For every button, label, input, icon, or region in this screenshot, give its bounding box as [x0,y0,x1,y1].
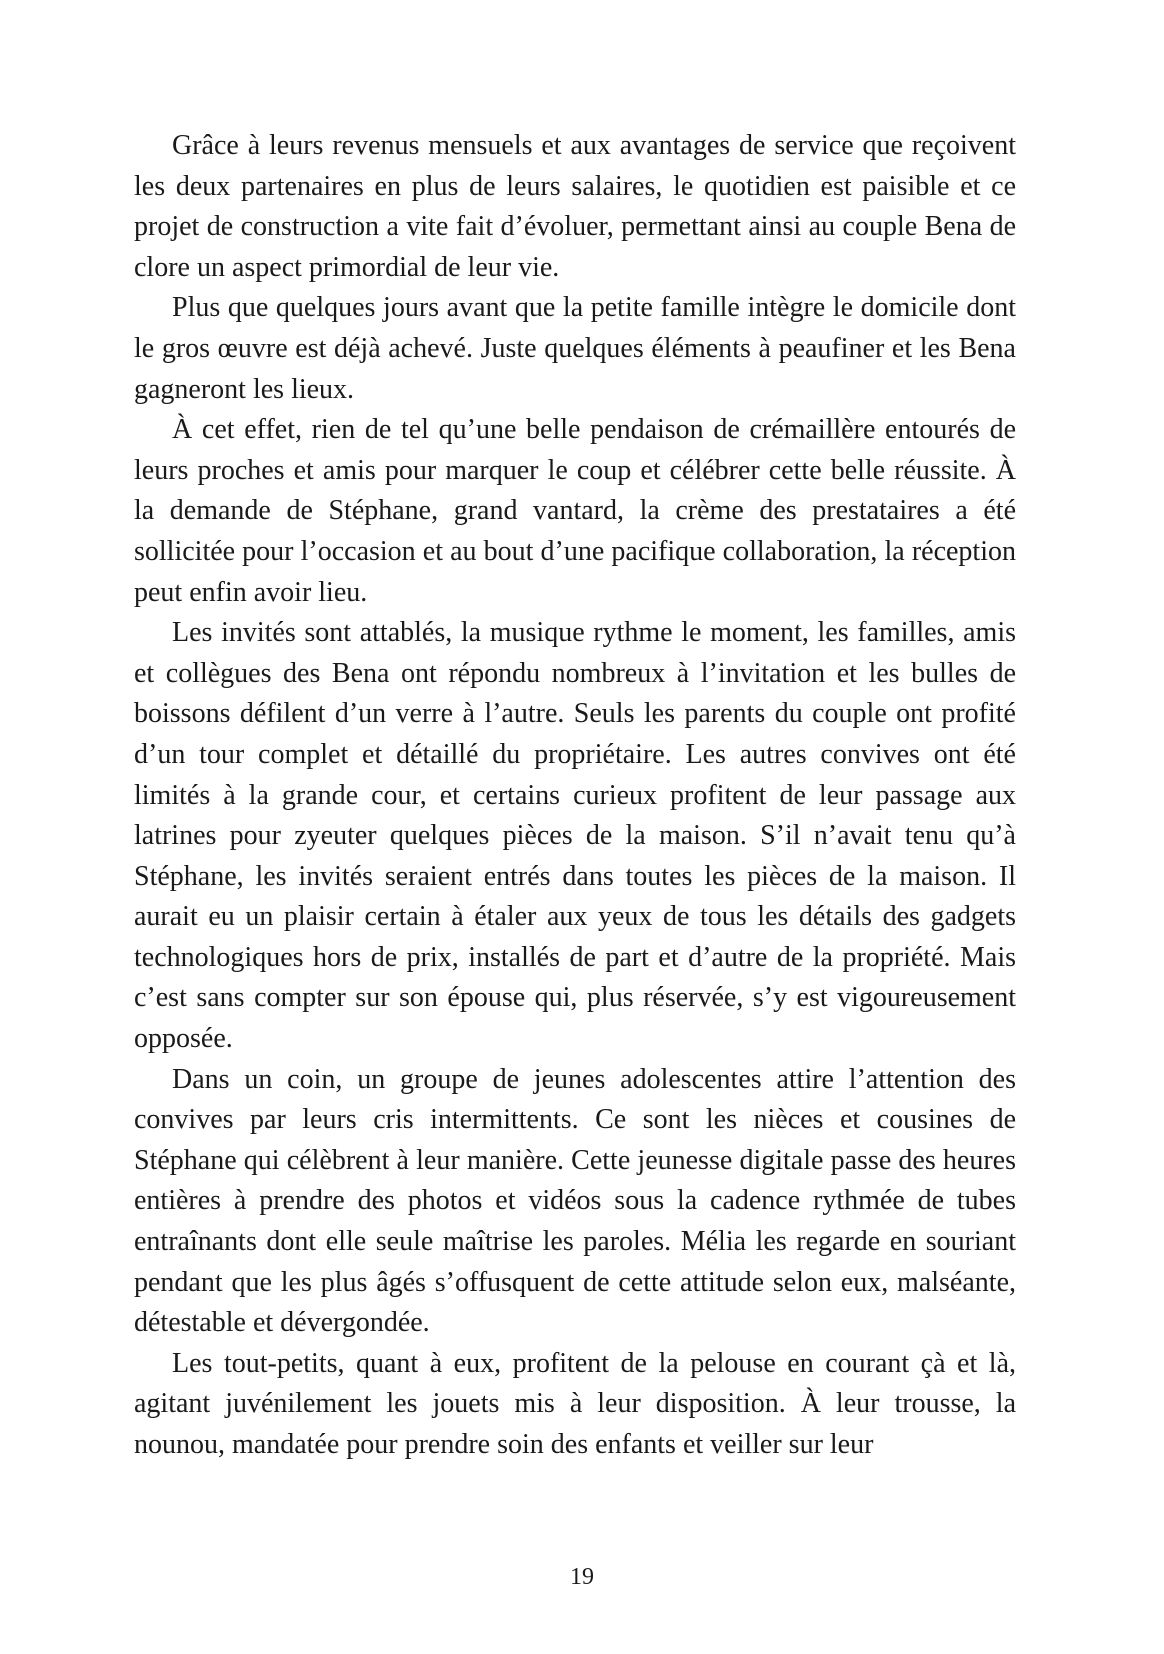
body-text [134,126,1016,1466]
page-number: 19 [570,1564,594,1590]
paragraph-1: Grâce à leurs revenus mensuels et aux avantages de service que reçoivent les deux partenaires en plus de leurs salaires, le quotidien est paisible et ce projet de construction a vite fait d’évoluer, permettant ainsi au couple Bena de clore un aspect primordial de leur vie. [134,130,1016,283]
paragraph-5: Dans un coin, un groupe de jeunes adolescentes attire l’attention des convives par leurs cris intermittents. Ce sont les nièces et cousines de Stéphane qui célèbrent à leur manière. Cette jeunesse digitale passe des heures entières à prendre des photos et vidéos sous la cadence rythmée de tubes entraînants dont elle seule maîtrise les paroles. Mélia les regarde en souriant pendant que les plus âgés s’offusquent de cette attitude selon eux, malséante, détestable et dévergondée. [134,1063,1016,1339]
paragraph-3: À cet effet, rien de tel qu’une belle pendaison de crémaillère entourés de leurs proches et amis pour marquer le coup et célébrer cette belle réussite. À la demande de Stéphane, grand vantard, la crème des prestataires a été sollicitée pour l’occasion et au bout d’une pacifique collaboration, la réception peut enfin avoir lieu. [134,414,1016,608]
paragraph-6: Les tout-petits, quant à eux, profitent de la pelouse en courant çà et là, agitant juvénilement les jouets mis à leur disposition. À leur trousse, la nounou, mandatée pour prendre soin des enfants et veiller sur leur [134,1347,1016,1460]
paragraph-2: Plus que quelques jours avant que la petite famille intègre le domicile dont le gros œuvre est déjà achevé. Juste quelques éléments à peaufiner et les Bena gagneront les lieux. [134,292,1016,405]
paragraph-4: Les invités sont attablés, la musique rythme le moment, les familles, amis et collègues des Bena ont répondu nombreux à l’invitation et les bulles de boissons défilent d’un verre à l’autre. Seuls les parents du couple ont profité d’un tour complet et détaillé du propriétaire. Les autres convives ont été limités à la grande cour, et certains curieux profitent de leur passage aux latrines pour zyeuter quelques pièces de la maison. S’il n’avait tenu qu’à Stéphane, les invités seraient entrés dans toutes les pièces de la maison. Il aurait eu un plaisir certain à étaler aux yeux de tous les détails des gadgets technologiques hors de prix, installés de part et d’autre de la propriété. Mais c’est sans compter sur son épouse qui, plus réservée, s’y est vigoureusement opposée. [134,617,1016,1055]
